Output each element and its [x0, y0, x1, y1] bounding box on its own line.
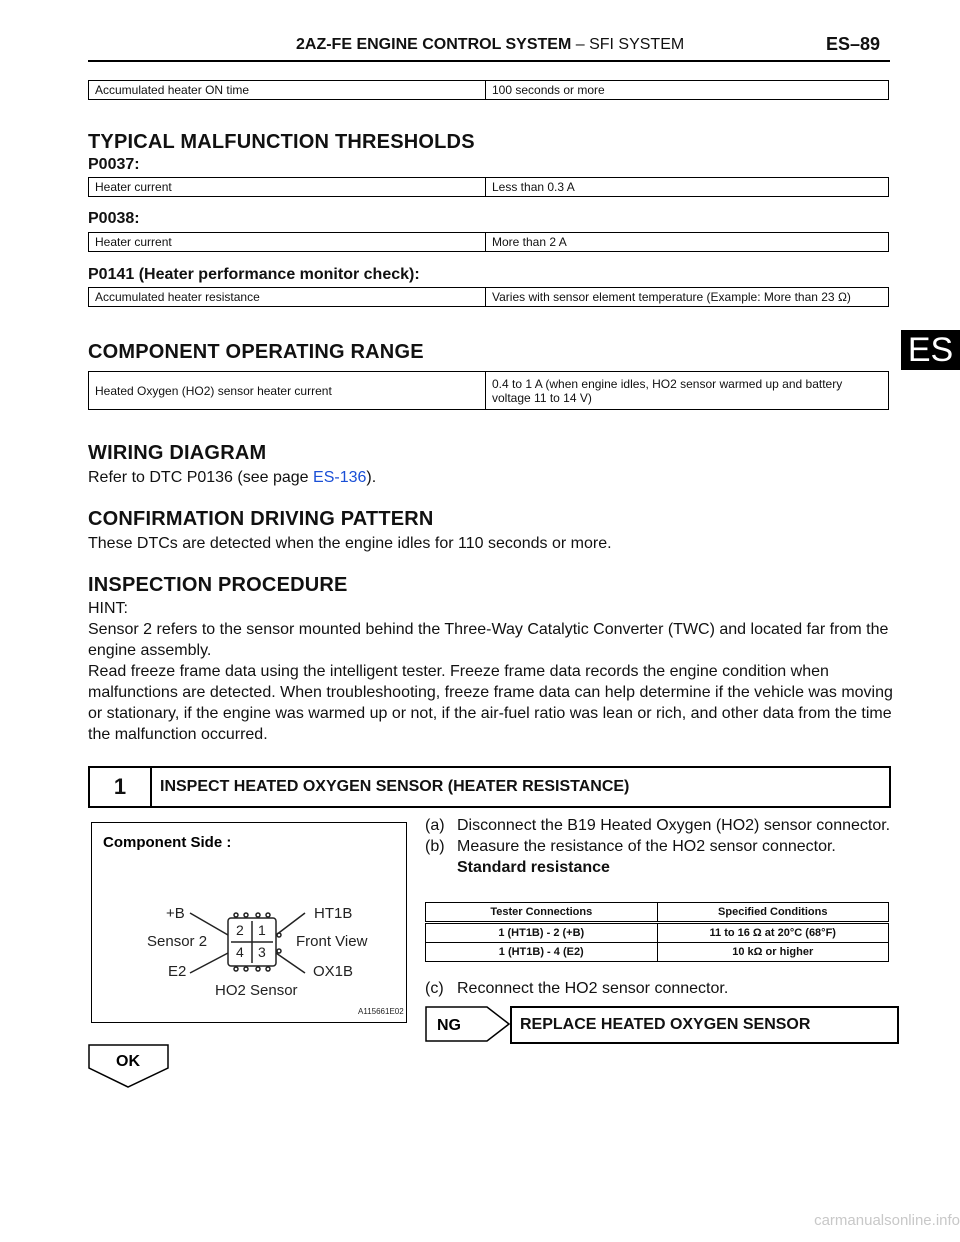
step-a-text: Disconnect the B19 Heated Oxygen (HO2) sensor connector. [457, 817, 891, 834]
table-row [89, 178, 889, 197]
hint-label: HINT: [88, 600, 128, 617]
title-separator: – [571, 36, 590, 53]
ng-label: NG [437, 1017, 461, 1034]
table-cell: Accumulated heater resistance [89, 288, 486, 307]
ox1b-label: OX1B [313, 963, 354, 980]
step-c-text: Reconnect the HO2 sensor connector. [457, 980, 729, 997]
inspection-heading: INSPECTION PROCEDURE [88, 574, 348, 596]
sub-steps-c [425, 978, 895, 999]
connector-figure [91, 822, 407, 1023]
table-row [426, 943, 889, 962]
step-title: INSPECT HEATED OXYGEN SENSOR (HEATER RESISTANCE) [160, 778, 630, 795]
table-cell: 100 seconds or more [486, 81, 889, 100]
sensor2-label: Sensor 2 [147, 933, 208, 950]
table-row [89, 288, 889, 307]
table-row [89, 81, 889, 100]
confirmation-heading: CONFIRMATION DRIVING PATTERN [88, 508, 434, 530]
table-cell: 11 to 16 Ω at 20°C (68°F) [657, 923, 889, 943]
front-view-label: Front View [296, 933, 368, 950]
ho2-sensor-label: HO2 Sensor [215, 982, 298, 999]
table-cell: Heated Oxygen (HO2) sensor heater current [89, 372, 486, 410]
confirmation-text: These DTCs are detected when the engine idles for 110 seconds or more. [88, 535, 612, 552]
wiring-text-after: ). [366, 469, 377, 486]
table-cell: 0.4 to 1 A (when engine idles, HO2 sensor warmed up and battery voltage 11 to 14 V) [486, 372, 889, 410]
thresholds-heading: TYPICAL MALFUNCTION THRESHOLDS [88, 131, 475, 153]
table-cell: Accumulated heater ON time [89, 81, 486, 100]
pin-3: 3 [258, 944, 266, 960]
heater-on-time-table [88, 80, 889, 100]
table-cell: 10 kΩ or higher [657, 943, 889, 962]
system-subtitle: SFI SYSTEM [589, 36, 685, 53]
ht1b-label: HT1B [314, 905, 353, 922]
standard-resistance-label: Standard resistance [457, 859, 610, 876]
list-item [425, 978, 895, 999]
hint-paragraph: Sensor 2 refers to the sensor mounted behind the Three-Way Catalytic Converter (TWC) and located far from the engine assembly. [88, 621, 889, 659]
pin-4: 4 [236, 944, 244, 960]
wiring-text-before: Refer to DTC P0136 (see page [88, 469, 314, 486]
plus-b-label: +B [166, 905, 185, 922]
watermark: carmanualsonline.info [814, 1212, 960, 1229]
component-side-label: Component Side : [103, 834, 232, 851]
table-cell: 1 (HT1B) - 4 (E2) [426, 943, 658, 962]
connector-shape [190, 913, 305, 973]
ok-label: OK [116, 1053, 140, 1070]
step-b-label: (b) [425, 838, 445, 855]
table-cell: Varies with sensor element temperature (Example: More than 23 Ω) [486, 288, 889, 307]
header-rule [88, 60, 890, 62]
operating-range-heading: COMPONENT OPERATING RANGE [88, 341, 424, 363]
connector-diagram [92, 823, 406, 1022]
figure-code: A115661E02 [358, 1007, 404, 1016]
system-title: 2AZ-FE ENGINE CONTROL SYSTEM [296, 36, 572, 53]
p0141-table [88, 287, 889, 307]
table-cell: More than 2 A [486, 233, 889, 252]
hint-block [88, 598, 894, 745]
ng-arrow-shape [425, 1006, 513, 1042]
table-header-row [426, 903, 889, 923]
page-link[interactable]: ES-136 [313, 469, 367, 486]
table-cell: Heater current [89, 233, 486, 252]
list-item [425, 836, 895, 878]
pin-1: 1 [258, 922, 266, 938]
replace-sensor-box: REPLACE HEATED OXYGEN SENSOR [510, 1006, 899, 1044]
p0037-label: P0037: [88, 156, 140, 173]
page-number: ES–89 [826, 34, 881, 54]
list-item [425, 815, 895, 836]
p0141-label: P0141 (Heater performance monitor check): [88, 266, 420, 283]
p0038-label: P0038: [88, 210, 140, 227]
table-row [89, 233, 889, 252]
step-box [88, 766, 891, 808]
table-header: Specified Conditions [657, 903, 889, 923]
p0037-table [88, 177, 889, 197]
table-header: Tester Connections [426, 903, 658, 923]
resistance-spec-table [425, 902, 889, 962]
ok-arrow-shape [88, 1044, 170, 1088]
table-cell: Heater current [89, 178, 486, 197]
ng-arrow [425, 1006, 513, 1047]
table-cell: Less than 0.3 A [486, 178, 889, 197]
hint-paragraph: Read freeze frame data using the intelligent tester. Freeze frame data records the engine condition when malfunctions are detected. When troubleshooting, freeze frame data can help determine if the vehicle was moving or stationary, if the engine was warmed up or not, if the air-fuel ratio was lean or rich, and other data from the time the malfunction occurred. [88, 663, 893, 743]
table-row [89, 372, 889, 410]
step-a-label: (a) [425, 817, 445, 834]
step-c-label: (c) [425, 980, 444, 997]
ok-arrow [88, 1044, 170, 1093]
table-cell: 1 (HT1B) - 2 (+B) [426, 923, 658, 943]
step-b-text: Measure the resistance of the HO2 sensor connector. [457, 838, 836, 855]
section-tab: ES [901, 330, 960, 370]
p0038-table [88, 232, 889, 252]
e2-label: E2 [168, 963, 187, 980]
step-number: 1 [90, 768, 152, 806]
wiring-text [88, 467, 376, 488]
operating-range-table [88, 371, 889, 410]
sub-steps [425, 815, 895, 878]
pin-2: 2 [236, 922, 244, 938]
table-row [426, 923, 889, 943]
wiring-heading: WIRING DIAGRAM [88, 442, 267, 464]
header-title [296, 36, 684, 54]
